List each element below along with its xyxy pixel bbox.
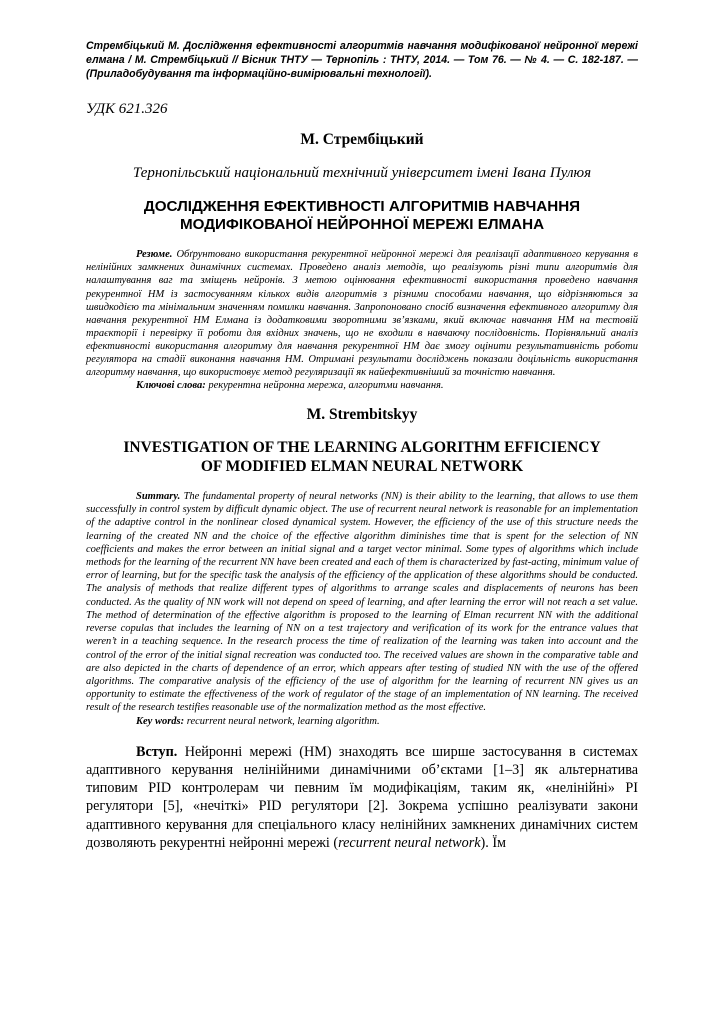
introduction-label: Вступ. <box>136 743 178 760</box>
keywords-uk-label: Ключові слова: <box>136 379 206 391</box>
abstract-en-text: The fundamental property of neural networks (NN) is their ability to the learning, that allows to use them successfully in control system by difficult dynamic object. The use of recurrent neural network is reasonable for an implementation of the adaptive control in the nonlinear closed dynamical system. However, the efficiency of the use of this structure needs the learning of the created NN and the choice of the effective algorithm diminishes time that is spent for the selection of NN coefficients and makes the error between an initial signal and a target vector minimal. Some types of algorithms which include methods for the learning of the recurrent NN have been created and each of them is characterized by fast-acting, minimum value of error of learning, but for the specific task the analysis of the efficiency of the application of these algorithms should be conducted. The analysis of methods that realize different types of algorithms to arrange scales and displacements of neurons has been conducted. As the quality of NN work will not depend on speed of learning, and after learning the error will not reach a set value. The method of determination of the effective algorithm is proposed to the learning of Elman recurrent NN with the additional reverse copulas that includes the learning of NN on a test trajectory and verification of its work for the entrance values that weren’t in a teaching sequence. In the research process the time of realization of the learning was taken into account and the control of the error of the initial signal recreation was conducted too. The received values are shown in the comparative table and are also depicted in the charts of dependence of an error, which appears after testing of studied NN with the use of the offered algorithms. The comparative analysis of the efficiency of the use of algorithm for the learning of recurrent NN gives us an opportunity to estimate the effectiveness of the work of regulator of the stage of an implementation of NN learning. The received result of the research testifies reasonable use of the normalization method as the most effective. <box>86 491 638 714</box>
author-name-en: M. Strembitskyy <box>306 406 418 424</box>
abstract-en <box>86 490 638 714</box>
introduction-italic-term: recurrent neural network <box>338 834 481 851</box>
introduction-text-before: Нейронні мережі (НМ) знаходять все ширше застосування в системах адаптивного керування нелінійними динамічними об’єктами [1–3] як альтернатива типовим PID контролерам чи певним їм модифікаціям, таким як, «нелінійні» PI регулятори [5], «нечіткі» PID регулятори [2]. Зокрема успішно реалізувати закони адаптивного керування для спеціального класу нелінійних замкнених динамічних систем дозволяють рекурентні нейронні мережі ( <box>86 743 638 851</box>
paper-title-en <box>86 438 638 476</box>
abstract-uk <box>86 248 638 378</box>
introduction-text-after: ). Їм <box>480 834 507 851</box>
paper-title-uk: ДОСЛІДЖЕННЯ ЕФЕКТИВНОСТІ АЛГОРИТМІВ НАВЧАННЯ МОДИФІКОВАНОЇ НЕЙРОННОЇ МЕРЕЖІ ЕЛМАНА <box>143 198 581 234</box>
keywords-en <box>86 715 638 728</box>
introduction-paragraph <box>86 743 638 852</box>
author-name-uk: М. Стрембіцький <box>300 131 424 149</box>
keywords-uk-text: рекурентна нейронна мережа, алгоритми навчання. <box>205 379 444 391</box>
abstract-uk-label: Резюме. <box>136 249 173 261</box>
udk-code: УДК 621.326 <box>86 101 168 118</box>
abstract-en-label: Summary. <box>136 491 181 503</box>
paper-title-en-line2: OF MODIFIED ELMAN NEURAL NETWORK <box>200 458 524 476</box>
citation-header: Стрембіцький М. Дослідження ефективності алгоритмів навчання модифікованої нейронної мережі елмана / М. Стрембіцький // Вісник ТНТУ — Тернопіль : ТНТУ, 2014. — Том 76. — № 4. — С. 182-187. — (Приладобудування та інформаційно-вимірювальні технології). <box>86 40 638 80</box>
affiliation-uk: Тернопільський національний технічний університет імені Івана Пулюя <box>132 165 592 182</box>
keywords-en-label: Key words: <box>136 715 185 727</box>
paper-page <box>86 40 638 852</box>
keywords-uk <box>86 379 638 392</box>
abstract-uk-text: Обґрунтовано використання рекурентної нейронної мережі для реалізації адаптивного керування в нелінійних замкнених динамічних системах. Проведено аналіз методів, що реалізують різні типи алгоритмів для налаштування ваг та зміщень нейронів. З метою оцінювання ефективності використання проведено навчання рекурентної НМ із застосуванням кількох видів алгоритмів з різними способами навчання, що відрізняються за швидкодією та мінімальним значенням помилки навчання. Запропоновано спосіб визначення ефективного алгоритму для навчання рекурентної НМ Елмана із додатковими зворотними зв’язками, який включає навчання НМ на тестовій траєкторії і перевірку її роботи для вхідних значень, що не входили в навчаючу послідовність. Порівняльний аналіз ефективності використання алгоритму для навчання рекурентної НМ дає змогу оцінити результативність роботи регулятора на стадії виконання навчання НМ. Отримані результати досліджень показали доцільність використання алгоритму навчання, що використовує метод регуляризації як найефективніший за точністю навчання. <box>86 249 638 378</box>
keywords-en-text: recurrent neural network, learning algorithm. <box>184 715 380 727</box>
paper-title-en-line1: INVESTIGATION OF THE LEARNING ALGORITHM EFFICIENCY <box>123 439 601 457</box>
